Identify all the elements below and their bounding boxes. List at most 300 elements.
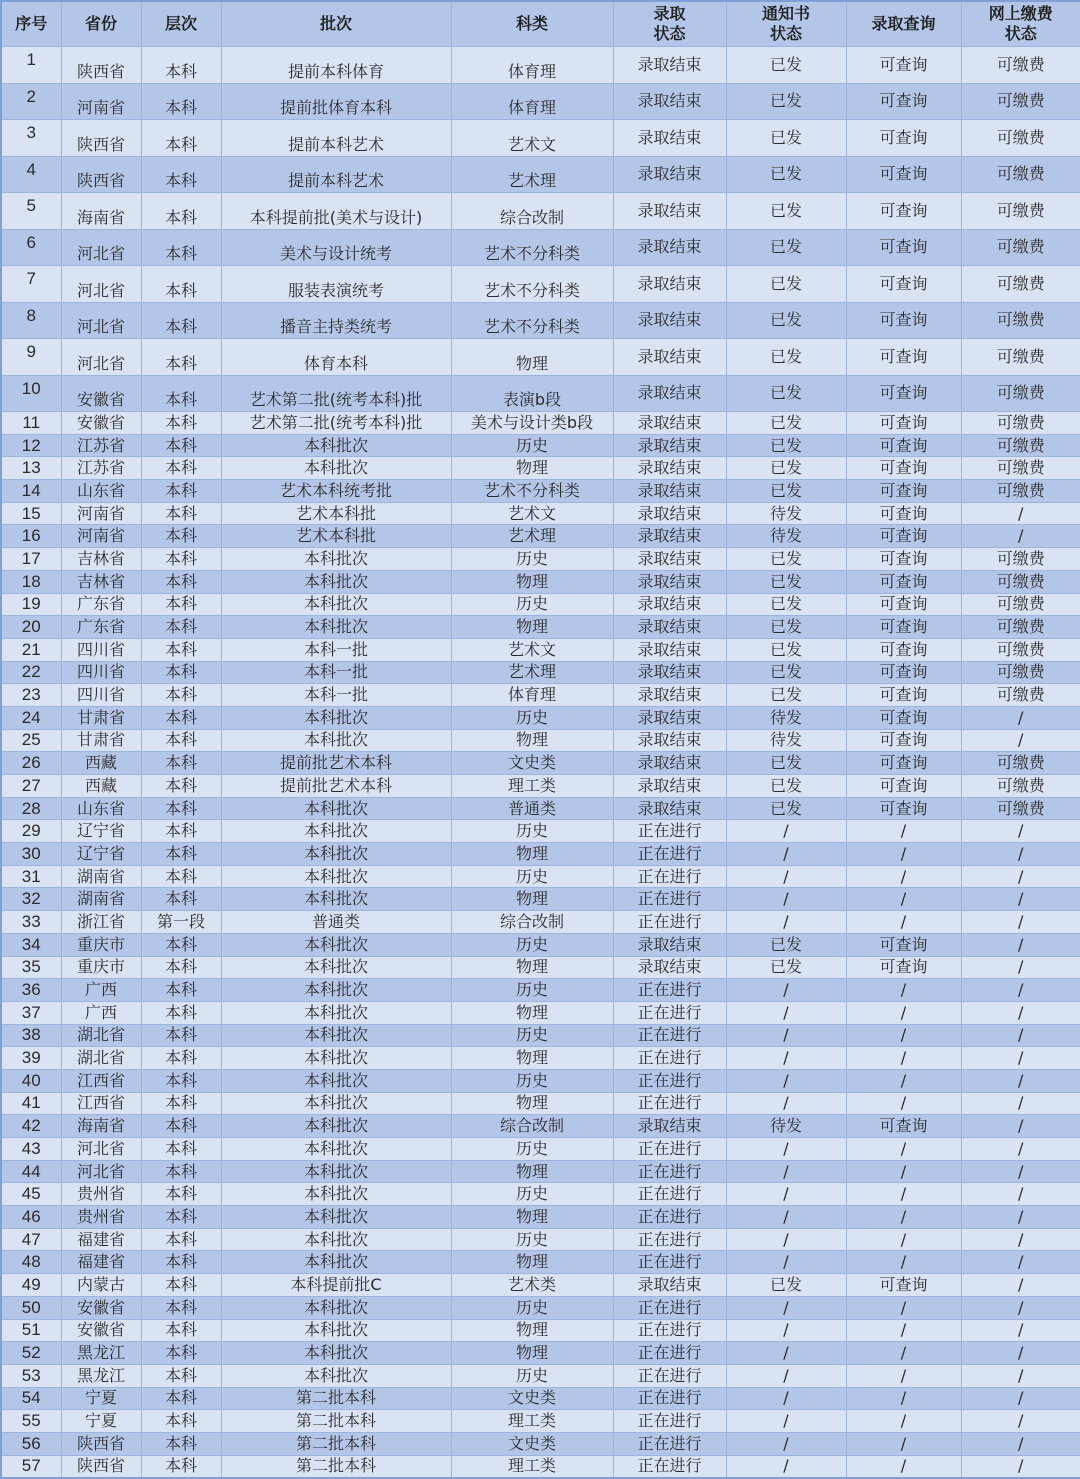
cell-category: 物理 [451, 616, 613, 639]
cell-admission-query: / [846, 1183, 961, 1206]
cell-admission-status: 录取结束 [613, 156, 726, 193]
table-row [1, 1069, 1080, 1092]
cell-admission-status: 录取结束 [613, 706, 726, 729]
cell-category: 历史 [451, 820, 613, 843]
cell-payment-status: 可缴费 [961, 193, 1080, 230]
cell-batch: 本科批次 [221, 797, 451, 820]
cell-level: 本科 [141, 83, 221, 120]
cell-notice-status: 已发 [726, 661, 846, 684]
cell-category: 艺术理 [451, 156, 613, 193]
cell-level: 本科 [141, 480, 221, 503]
cell-level: 本科 [141, 1001, 221, 1024]
header-label: 层次 [142, 14, 221, 34]
table-row [1, 729, 1080, 752]
cell-category: 艺术理 [451, 525, 613, 548]
cell-notice-status: 已发 [726, 266, 846, 303]
table-row [1, 412, 1080, 435]
cell-level: 本科 [141, 820, 221, 843]
cell-notice-status: 已发 [726, 375, 846, 412]
cell-row-index: 30 [1, 843, 61, 866]
cell-row-index: 38 [1, 1024, 61, 1047]
cell-admission-query: 可查询 [846, 266, 961, 303]
cell-level: 本科 [141, 979, 221, 1002]
cell-admission-query: / [846, 1069, 961, 1092]
cell-batch: 本科提前批C [221, 1274, 451, 1297]
cell-payment-status: / [961, 843, 1080, 866]
table-row [1, 933, 1080, 956]
cell-batch: 本科批次 [221, 1228, 451, 1251]
cell-batch: 本科批次 [221, 1296, 451, 1319]
cell-batch: 本科批次 [221, 548, 451, 571]
header-label: 省份 [62, 14, 141, 34]
cell-category: 艺术理 [451, 661, 613, 684]
cell-row-index: 49 [1, 1274, 61, 1297]
cell-payment-status: 可缴费 [961, 412, 1080, 435]
header-col-province [61, 1, 141, 47]
cell-admission-query: 可查询 [846, 661, 961, 684]
table-row [1, 570, 1080, 593]
cell-admission-status: 录取结束 [613, 229, 726, 266]
cell-payment-status: / [961, 1228, 1080, 1251]
cell-admission-status: 录取结束 [613, 752, 726, 775]
table-row [1, 434, 1080, 457]
table-row [1, 911, 1080, 934]
cell-row-index: 28 [1, 797, 61, 820]
cell-batch: 第二批本科 [221, 1410, 451, 1433]
cell-admission-query: / [846, 1047, 961, 1070]
cell-row-index: 33 [1, 911, 61, 934]
cell-batch: 普通类 [221, 911, 451, 934]
cell-batch: 本科批次 [221, 1183, 451, 1206]
table-row [1, 83, 1080, 120]
cell-batch: 本科批次 [221, 1047, 451, 1070]
cell-province: 江西省 [61, 1069, 141, 1092]
cell-row-index: 46 [1, 1206, 61, 1229]
cell-province: 内蒙古 [61, 1274, 141, 1297]
cell-payment-status: / [961, 1251, 1080, 1274]
cell-admission-status: 录取结束 [613, 1274, 726, 1297]
cell-notice-status: / [726, 1069, 846, 1092]
cell-row-index: 36 [1, 979, 61, 1002]
cell-level: 本科 [141, 956, 221, 979]
cell-admission-query: 可查询 [846, 797, 961, 820]
cell-province: 安徽省 [61, 412, 141, 435]
cell-row-index: 18 [1, 570, 61, 593]
header-label: 科类 [452, 14, 613, 34]
cell-batch: 本科批次 [221, 616, 451, 639]
cell-payment-status: / [961, 865, 1080, 888]
cell-row-index: 20 [1, 616, 61, 639]
cell-province: 宁夏 [61, 1387, 141, 1410]
cell-province: 贵州省 [61, 1183, 141, 1206]
cell-row-index: 39 [1, 1047, 61, 1070]
cell-payment-status: 可缴费 [961, 47, 1080, 84]
cell-level: 本科 [141, 229, 221, 266]
table-row [1, 956, 1080, 979]
cell-row-index: 41 [1, 1092, 61, 1115]
cell-category: 历史 [451, 706, 613, 729]
cell-level: 本科 [141, 1455, 221, 1478]
cell-batch: 本科批次 [221, 865, 451, 888]
cell-level: 本科 [141, 616, 221, 639]
cell-notice-status: / [726, 1251, 846, 1274]
cell-payment-status: 可缴费 [961, 570, 1080, 593]
cell-row-index: 31 [1, 865, 61, 888]
cell-category: 历史 [451, 1183, 613, 1206]
cell-batch: 播音主持类统考 [221, 302, 451, 339]
cell-category: 物理 [451, 1092, 613, 1115]
cell-batch: 本科批次 [221, 434, 451, 457]
cell-level: 本科 [141, 752, 221, 775]
cell-row-index: 55 [1, 1410, 61, 1433]
cell-notice-status: / [726, 865, 846, 888]
cell-payment-status: / [961, 1047, 1080, 1070]
header-label: 网上缴费 [962, 4, 1080, 24]
cell-admission-query: 可查询 [846, 638, 961, 661]
table-row [1, 1296, 1080, 1319]
cell-row-index: 51 [1, 1319, 61, 1342]
cell-province: 湖北省 [61, 1024, 141, 1047]
cell-notice-status: 已发 [726, 302, 846, 339]
cell-category: 物理 [451, 1001, 613, 1024]
cell-category: 艺术文 [451, 638, 613, 661]
cell-level: 本科 [141, 888, 221, 911]
table-row [1, 525, 1080, 548]
cell-province: 四川省 [61, 638, 141, 661]
table-row [1, 1387, 1080, 1410]
cell-level: 本科 [141, 1319, 221, 1342]
cell-notice-status: / [726, 1001, 846, 1024]
cell-province: 湖北省 [61, 1047, 141, 1070]
cell-admission-status: 正在进行 [613, 1206, 726, 1229]
cell-batch: 本科一批 [221, 661, 451, 684]
cell-payment-status: / [961, 729, 1080, 752]
cell-payment-status: 可缴费 [961, 775, 1080, 798]
cell-admission-status: 正在进行 [613, 1342, 726, 1365]
table-row [1, 339, 1080, 376]
table-row [1, 302, 1080, 339]
cell-level: 本科 [141, 1251, 221, 1274]
cell-category: 历史 [451, 979, 613, 1002]
cell-admission-status: 录取结束 [613, 933, 726, 956]
cell-notice-status: / [726, 888, 846, 911]
cell-level: 本科 [141, 1228, 221, 1251]
table-row [1, 120, 1080, 157]
cell-payment-status: / [961, 1092, 1080, 1115]
cell-payment-status: / [961, 1138, 1080, 1161]
cell-payment-status: 可缴费 [961, 638, 1080, 661]
cell-admission-query: 可查询 [846, 933, 961, 956]
cell-level: 本科 [141, 706, 221, 729]
cell-category: 物理 [451, 457, 613, 480]
cell-payment-status: / [961, 979, 1080, 1002]
cell-category: 美术与设计类b段 [451, 412, 613, 435]
header-col-admission-status [613, 1, 726, 47]
table-row [1, 229, 1080, 266]
cell-batch: 提前本科体育 [221, 47, 451, 84]
cell-province: 福建省 [61, 1228, 141, 1251]
cell-admission-status: 录取结束 [613, 47, 726, 84]
cell-row-index: 9 [1, 339, 61, 376]
table-row [1, 1115, 1080, 1138]
table-row [1, 1092, 1080, 1115]
cell-admission-query: 可查询 [846, 47, 961, 84]
cell-admission-status: 正在进行 [613, 979, 726, 1002]
cell-row-index: 14 [1, 480, 61, 503]
table-row [1, 502, 1080, 525]
cell-level: 本科 [141, 1160, 221, 1183]
cell-category: 物理 [451, 843, 613, 866]
cell-admission-query: / [846, 1092, 961, 1115]
cell-payment-status: / [961, 1206, 1080, 1229]
cell-admission-query: / [846, 843, 961, 866]
cell-row-index: 17 [1, 548, 61, 571]
cell-admission-query: 可查询 [846, 684, 961, 707]
cell-batch: 第二批本科 [221, 1387, 451, 1410]
cell-level: 本科 [141, 434, 221, 457]
cell-notice-status: / [726, 1364, 846, 1387]
cell-level: 本科 [141, 843, 221, 866]
cell-admission-query: 可查询 [846, 480, 961, 503]
table-row [1, 1024, 1080, 1047]
table-row [1, 706, 1080, 729]
cell-payment-status: / [961, 888, 1080, 911]
cell-province: 吉林省 [61, 570, 141, 593]
cell-category: 理工类 [451, 775, 613, 798]
cell-row-index: 2 [1, 83, 61, 120]
table-row [1, 548, 1080, 571]
cell-batch: 本科批次 [221, 706, 451, 729]
cell-admission-status: 正在进行 [613, 1455, 726, 1478]
cell-notice-status: / [726, 1319, 846, 1342]
cell-row-index: 8 [1, 302, 61, 339]
cell-row-index: 3 [1, 120, 61, 157]
cell-category: 物理 [451, 1319, 613, 1342]
cell-province: 广西 [61, 1001, 141, 1024]
cell-admission-query: / [846, 1432, 961, 1455]
table-row [1, 888, 1080, 911]
cell-admission-query: 可查询 [846, 193, 961, 230]
table-row [1, 1183, 1080, 1206]
header-label: 序号 [2, 14, 61, 34]
cell-admission-status: 录取结束 [613, 266, 726, 303]
cell-category: 物理 [451, 888, 613, 911]
cell-admission-query: / [846, 1001, 961, 1024]
cell-row-index: 22 [1, 661, 61, 684]
cell-batch: 本科批次 [221, 1138, 451, 1161]
cell-notice-status: / [726, 1160, 846, 1183]
cell-batch: 艺术第二批(统考本科)批 [221, 375, 451, 412]
cell-admission-status: 录取结束 [613, 956, 726, 979]
cell-admission-query: 可查询 [846, 457, 961, 480]
cell-admission-status: 录取结束 [613, 457, 726, 480]
cell-level: 本科 [141, 1296, 221, 1319]
cell-payment-status: / [961, 1364, 1080, 1387]
cell-row-index: 6 [1, 229, 61, 266]
cell-notice-status: 已发 [726, 480, 846, 503]
cell-province: 湖南省 [61, 865, 141, 888]
cell-admission-query: 可查询 [846, 525, 961, 548]
cell-batch: 美术与设计统考 [221, 229, 451, 266]
cell-level: 本科 [141, 1115, 221, 1138]
cell-admission-query: 可查询 [846, 706, 961, 729]
cell-admission-status: 正在进行 [613, 843, 726, 866]
cell-row-index: 42 [1, 1115, 61, 1138]
cell-notice-status: / [726, 911, 846, 934]
cell-payment-status: 可缴费 [961, 684, 1080, 707]
cell-admission-status: 录取结束 [613, 120, 726, 157]
cell-province: 广西 [61, 979, 141, 1002]
cell-row-index: 53 [1, 1364, 61, 1387]
table-row [1, 820, 1080, 843]
cell-admission-status: 正在进行 [613, 1432, 726, 1455]
cell-category: 综合改制 [451, 1115, 613, 1138]
cell-province: 贵州省 [61, 1206, 141, 1229]
cell-notice-status: 已发 [726, 570, 846, 593]
cell-notice-status: 已发 [726, 412, 846, 435]
cell-province: 陕西省 [61, 47, 141, 84]
cell-row-index: 34 [1, 933, 61, 956]
cell-payment-status: / [961, 1024, 1080, 1047]
cell-level: 第一段 [141, 911, 221, 934]
cell-notice-status: 待发 [726, 706, 846, 729]
cell-province: 河南省 [61, 502, 141, 525]
cell-category: 艺术文 [451, 502, 613, 525]
cell-admission-query: / [846, 1228, 961, 1251]
cell-row-index: 15 [1, 502, 61, 525]
cell-admission-status: 录取结束 [613, 83, 726, 120]
cell-category: 理工类 [451, 1455, 613, 1478]
cell-notice-status: / [726, 1024, 846, 1047]
cell-province: 江苏省 [61, 457, 141, 480]
cell-notice-status: / [726, 1455, 846, 1478]
header-col-payment-status [961, 1, 1080, 47]
cell-admission-status: 录取结束 [613, 302, 726, 339]
cell-payment-status: / [961, 1455, 1080, 1478]
table-row [1, 638, 1080, 661]
cell-province: 河北省 [61, 229, 141, 266]
table-row [1, 193, 1080, 230]
cell-province: 四川省 [61, 661, 141, 684]
cell-category: 表演b段 [451, 375, 613, 412]
cell-row-index: 19 [1, 593, 61, 616]
cell-admission-status: 正在进行 [613, 911, 726, 934]
cell-category: 历史 [451, 865, 613, 888]
cell-admission-status: 正在进行 [613, 1387, 726, 1410]
cell-level: 本科 [141, 775, 221, 798]
cell-category: 历史 [451, 548, 613, 571]
cell-batch: 本科批次 [221, 1001, 451, 1024]
cell-payment-status: / [961, 1115, 1080, 1138]
cell-payment-status: 可缴费 [961, 616, 1080, 639]
cell-payment-status: / [961, 1183, 1080, 1206]
cell-notice-status: 待发 [726, 1115, 846, 1138]
table-row [1, 1342, 1080, 1365]
cell-admission-status: 正在进行 [613, 1024, 726, 1047]
cell-category: 体育理 [451, 47, 613, 84]
table-row [1, 843, 1080, 866]
cell-batch: 本科批次 [221, 1342, 451, 1365]
cell-category: 物理 [451, 956, 613, 979]
header-col-index [1, 1, 61, 47]
table-row [1, 661, 1080, 684]
cell-level: 本科 [141, 1432, 221, 1455]
cell-batch: 本科批次 [221, 1206, 451, 1229]
cell-batch: 本科批次 [221, 593, 451, 616]
cell-row-index: 50 [1, 1296, 61, 1319]
table-row [1, 1364, 1080, 1387]
cell-admission-status: 正在进行 [613, 1069, 726, 1092]
cell-batch: 本科批次 [221, 1364, 451, 1387]
cell-admission-status: 正在进行 [613, 1296, 726, 1319]
cell-payment-status: / [961, 502, 1080, 525]
cell-row-index: 24 [1, 706, 61, 729]
cell-payment-status: 可缴费 [961, 156, 1080, 193]
cell-payment-status: 可缴费 [961, 593, 1080, 616]
cell-level: 本科 [141, 797, 221, 820]
cell-category: 艺术文 [451, 120, 613, 157]
cell-row-index: 12 [1, 434, 61, 457]
cell-admission-status: 录取结束 [613, 412, 726, 435]
cell-category: 历史 [451, 1024, 613, 1047]
cell-level: 本科 [141, 1092, 221, 1115]
cell-admission-status: 正在进行 [613, 1319, 726, 1342]
cell-level: 本科 [141, 1069, 221, 1092]
table-row [1, 156, 1080, 193]
cell-payment-status: / [961, 911, 1080, 934]
cell-admission-query: 可查询 [846, 548, 961, 571]
cell-level: 本科 [141, 570, 221, 593]
cell-admission-query: / [846, 1138, 961, 1161]
cell-batch: 本科批次 [221, 1319, 451, 1342]
cell-row-index: 40 [1, 1069, 61, 1092]
cell-batch: 艺术本科批 [221, 502, 451, 525]
cell-admission-query: / [846, 1364, 961, 1387]
cell-category: 历史 [451, 1228, 613, 1251]
cell-admission-query: / [846, 820, 961, 843]
cell-batch: 本科批次 [221, 933, 451, 956]
cell-province: 宁夏 [61, 1410, 141, 1433]
cell-payment-status: / [961, 525, 1080, 548]
cell-batch: 艺术第二批(统考本科)批 [221, 412, 451, 435]
cell-category: 物理 [451, 1160, 613, 1183]
cell-row-index: 25 [1, 729, 61, 752]
cell-category: 普通类 [451, 797, 613, 820]
cell-payment-status: 可缴费 [961, 548, 1080, 571]
cell-row-index: 26 [1, 752, 61, 775]
cell-admission-status: 录取结束 [613, 548, 726, 571]
cell-category: 物理 [451, 1251, 613, 1274]
cell-batch: 提前本科艺术 [221, 156, 451, 193]
cell-category: 历史 [451, 593, 613, 616]
cell-batch: 本科提前批(美术与设计) [221, 193, 451, 230]
cell-payment-status: / [961, 1387, 1080, 1410]
header-label: 批次 [222, 14, 451, 34]
cell-row-index: 29 [1, 820, 61, 843]
table-row [1, 684, 1080, 707]
table-row [1, 1001, 1080, 1024]
cell-province: 陕西省 [61, 1455, 141, 1478]
cell-category: 文史类 [451, 1387, 613, 1410]
table-row [1, 1228, 1080, 1251]
cell-category: 理工类 [451, 1410, 613, 1433]
cell-category: 历史 [451, 1296, 613, 1319]
cell-admission-status: 录取结束 [613, 339, 726, 376]
cell-admission-query: / [846, 911, 961, 934]
cell-batch: 提前本科艺术 [221, 120, 451, 157]
cell-notice-status: 已发 [726, 457, 846, 480]
cell-notice-status: 已发 [726, 638, 846, 661]
